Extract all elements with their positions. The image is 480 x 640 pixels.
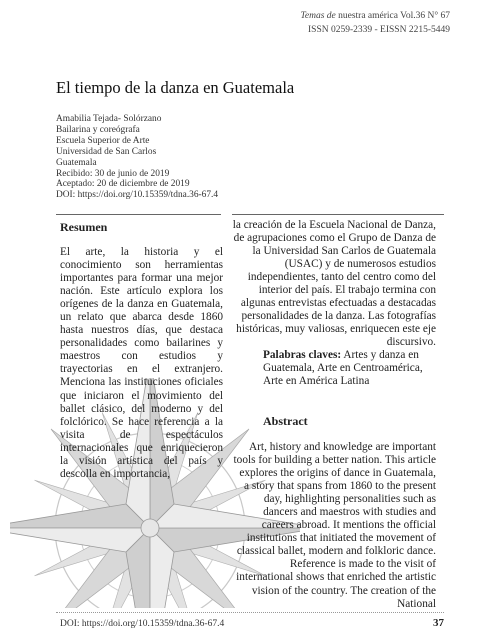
journal-name: nuestra américa Vol.36 N° 67 [338, 11, 450, 21]
author-university: Universidad de San Carlos [56, 146, 157, 157]
abstract-text: Art, history and knowledge are important tools for building a better nation. This article explores the origins of dance in Guatemala, a story that spans from 1860 to the present day, highlighting personalities such as dancers and maestros with studies and careers abroad. It mentions the official institutions that initiated the movement of classical ballet, modern and folkloric dance. Reference is made to the visit of international shows that enriched the artistic vision of the country. The creation of the National [233, 441, 436, 610]
resumen-text-right: la creación de la Escuela Nacional de Danza, de agrupaciones como el Grupo de Danza de la Universidad San Carlos de Guatemala (USAC) y de numerosos estudios independientes, tanto del centro como del interior del país. El trabajo termina con algunas entrevistas efectuadas a destacadas personalidades de la danza. Las fotografías históricas, muy valiosas, enriquecen este eje discursivo. [232, 219, 436, 349]
author-block [56, 114, 218, 201]
page-number: 37 [433, 617, 444, 629]
divider-right [232, 214, 444, 215]
resumen-heading: Resumen [60, 220, 108, 234]
received-date: Recibido: 30 de junio de 2019 [56, 168, 170, 179]
footer-divider [56, 612, 444, 613]
article-title: El tiempo de la danza en Guatemala [56, 78, 295, 97]
author-name: Amabilia Tejada- Solórzano [56, 114, 162, 124]
journal-header [300, 10, 450, 38]
divider-left [56, 214, 221, 215]
keywords [263, 349, 438, 388]
journal-issn: ISSN 0259-2339 - EISSN 2215-5449 [308, 24, 450, 35]
doi-link[interactable]: DOI: https://doi.org/10.15359/tdna.36-67.4 [56, 190, 219, 201]
footer-doi[interactable]: DOI: https://doi.org/10.15359/tdna.36-67.4 [60, 619, 225, 629]
abstract-heading: Abstract [263, 414, 308, 428]
keywords-label: Palabras claves: [263, 349, 342, 361]
author-school: Escuela Superior de Arte [56, 135, 150, 146]
author-country: Guatemala [56, 157, 97, 168]
author-role: Bailarina y coreógrafa [56, 124, 140, 135]
journal-brand: Temas de [300, 11, 336, 21]
accepted-date: Aceptado: 20 de diciembre de 2019 [56, 179, 190, 190]
keywords-text: Artes y danza en Guatemala, Arte en Centroamérica, Arte en América Latina [263, 349, 423, 388]
rose-center [141, 519, 159, 537]
resumen-text-left: El arte, la historia y el conocimiento son herramientas importantes para formar una mejor nación. Este artículo explora los orígenes de la danza en Guatemala, un relato que abarca desde 1860 hasta nuestros días, que destaca personalidades como bailarines y maestros con estudios y trayectorias en el extranjero. Menciona las instituciones oficiales que iniciaron el movimiento del ballet clásico, del moderno y del folclórico. Se hace referencia a la visita de espectáculos internacionales que enriquecieron la visión artística del país y descolla en importancia, [60, 246, 223, 480]
